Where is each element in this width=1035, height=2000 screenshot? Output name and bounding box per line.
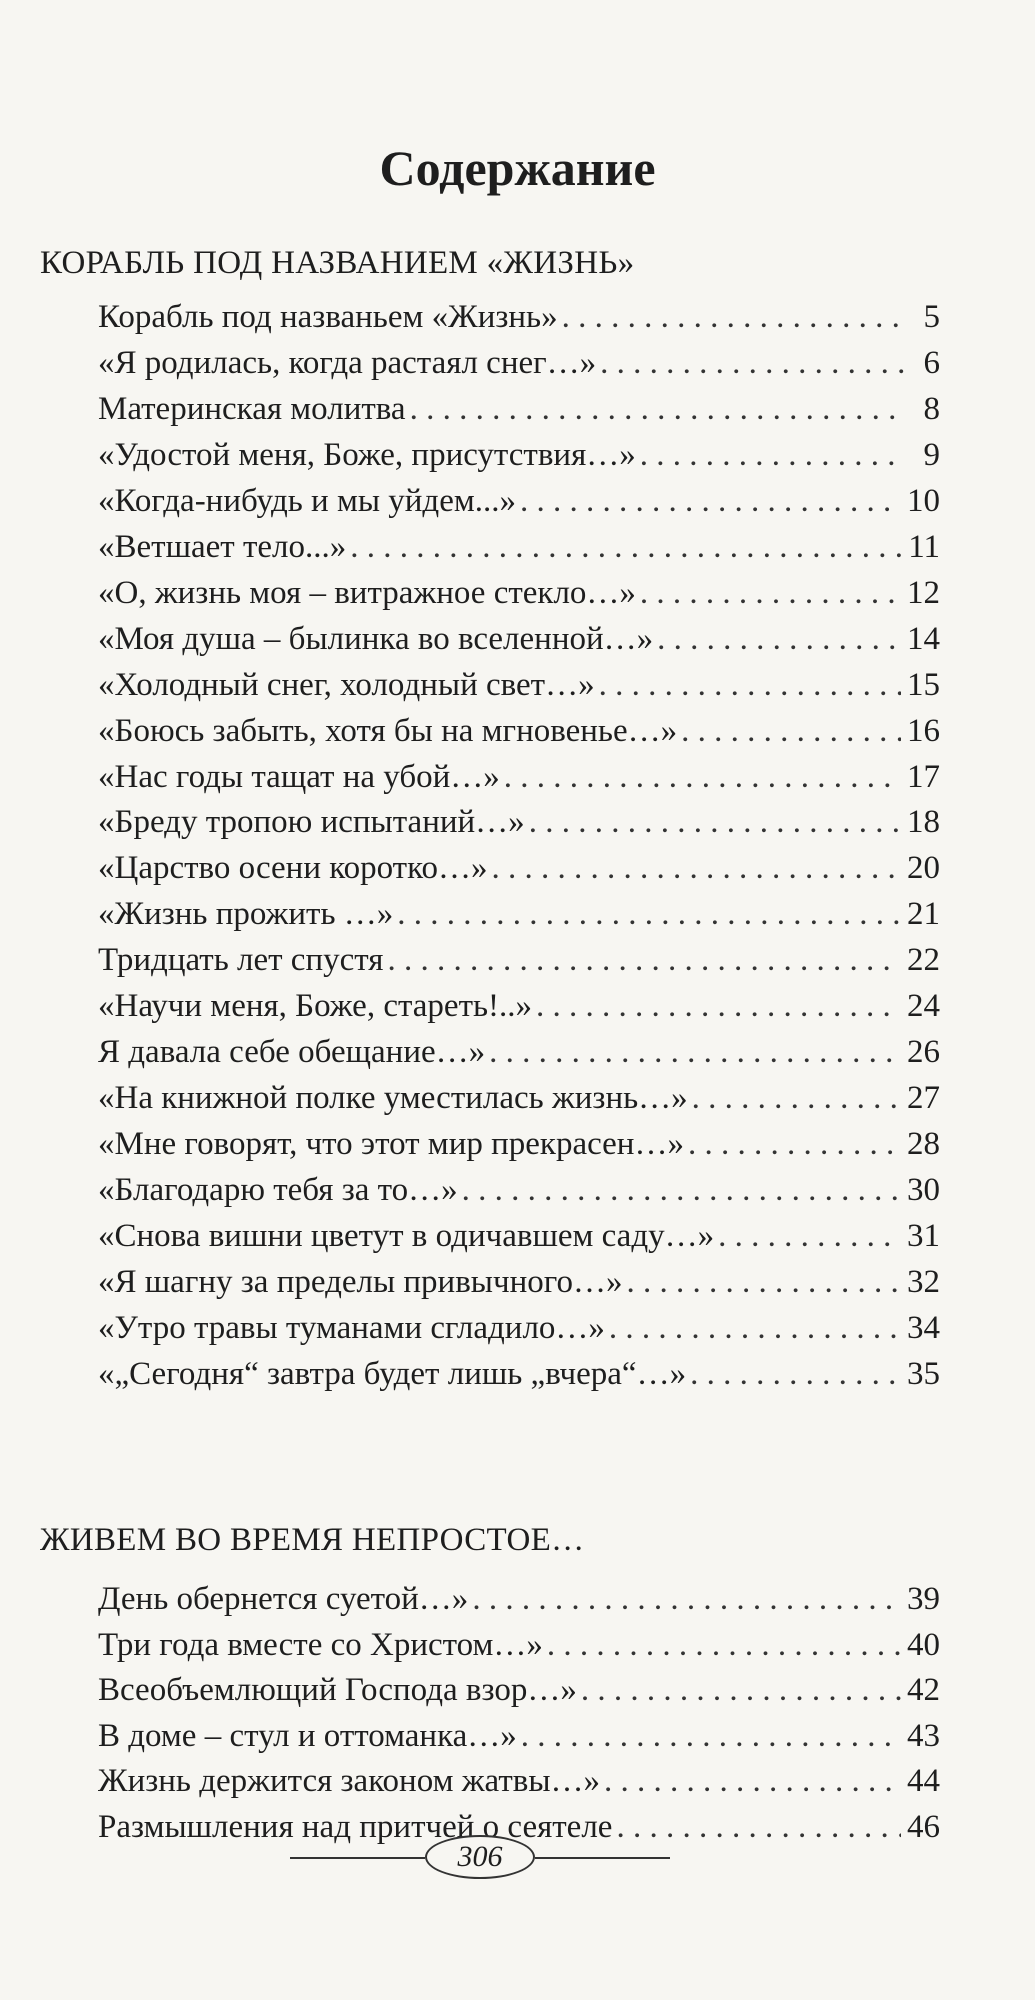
- toc-entry-page: 11: [908, 529, 940, 565]
- toc-entry-page: 30: [907, 1172, 940, 1208]
- folio-rule-right: [535, 1857, 670, 1859]
- dot-leader: [600, 343, 904, 383]
- toc-entry-title: Жизнь держится законом жатвы…»: [98, 1763, 600, 1799]
- toc-entry: [98, 435, 940, 475]
- toc-entry: [98, 1216, 940, 1256]
- dot-leader: [491, 848, 901, 888]
- dot-leader: [410, 389, 904, 429]
- toc-entry: [98, 389, 940, 429]
- toc-entry-page: 42: [907, 1672, 940, 1708]
- dot-leader: [688, 1124, 901, 1164]
- dot-leader: [599, 665, 901, 705]
- toc-entry-title: «Когда-нибудь и мы уйдем...»: [98, 483, 516, 519]
- toc-entry-page: 40: [907, 1627, 940, 1663]
- toc-entry-title: «Холодный снег, холодный свет…»: [98, 667, 595, 703]
- toc-entry-title: Я давала себе обещание…»: [98, 1034, 486, 1070]
- dot-leader: [350, 527, 902, 567]
- toc-entry-page: 12: [907, 575, 940, 611]
- page-title: Содержание: [379, 140, 656, 196]
- dot-leader: [547, 1625, 901, 1665]
- toc-entry-title: «Нас годы тащат на убой…»: [98, 759, 500, 795]
- toc-entry: [98, 527, 940, 567]
- toc-entry: [98, 1262, 940, 1302]
- toc-entry: [98, 848, 940, 888]
- toc-entry-title: «Мне говорят, что этот мир прекрасен…»: [98, 1126, 684, 1162]
- toc-entry-page: 16: [907, 713, 940, 749]
- toc-entry-page: 22: [907, 942, 940, 978]
- toc-entry-title: Всеобъемлющий Господа взор…»: [98, 1672, 577, 1708]
- toc-entry: [98, 1670, 940, 1710]
- toc-entry-title: «Благодарю тебя за то…»: [98, 1172, 458, 1208]
- toc-entry-title: «Научи меня, Боже, стареть!..»: [98, 988, 533, 1024]
- toc-entry: [98, 940, 940, 980]
- toc-entry-page: 31: [907, 1218, 940, 1254]
- dot-leader: [640, 435, 904, 475]
- toc-entry: [98, 619, 940, 659]
- toc-entry: [98, 297, 940, 337]
- page-number: 306: [425, 1835, 535, 1879]
- dot-leader: [562, 297, 904, 337]
- toc-entry-title: «Я шагну за пределы привычного…»: [98, 1264, 623, 1300]
- toc-entry-title: «Жизнь прожить …»: [98, 896, 394, 932]
- toc-entry-page: 9: [923, 437, 940, 473]
- dot-leader: [387, 940, 901, 980]
- toc-entry-title: «Бреду тропою испытаний…»: [98, 804, 525, 840]
- toc-entry-title: «Моя душа – былинка во вселенной…»: [98, 621, 654, 657]
- toc-entry-title: «О, жизнь моя – витражное стекло…»: [98, 575, 636, 611]
- toc-entry: [98, 1625, 940, 1665]
- toc-entry-title: «Боюсь забыть, хотя бы на мгновенье…»: [98, 713, 678, 749]
- toc-entry-title: «На книжной полке уместилась жизнь…»: [98, 1080, 688, 1116]
- dot-leader: [529, 802, 901, 842]
- toc-entry-page: 10: [907, 483, 940, 519]
- toc-entry-page: 14: [907, 621, 940, 657]
- toc-entry-page: 39: [907, 1581, 940, 1617]
- dot-leader: [692, 1078, 901, 1118]
- dot-leader: [690, 1354, 901, 1394]
- toc-entry-page: 17: [907, 759, 940, 795]
- dot-leader: [520, 481, 901, 521]
- toc-entry-page: 27: [907, 1080, 940, 1116]
- toc-entry-title: «Удостой меня, Боже, присутствия…»: [98, 437, 636, 473]
- dot-leader: [472, 1579, 901, 1619]
- toc-entry-page: 21: [907, 896, 940, 932]
- toc-entry-page: 6: [923, 345, 940, 381]
- toc-entry-page: 28: [907, 1126, 940, 1162]
- dot-leader: [718, 1216, 901, 1256]
- toc-entry-page: 20: [907, 850, 940, 886]
- toc-entry-title: «„Сегодня“ завтра будет лишь „вчера“…»: [98, 1356, 687, 1392]
- toc-entry-title: В доме – стул и оттоманка…»: [98, 1718, 517, 1754]
- dot-leader: [462, 1170, 901, 1210]
- dot-leader: [626, 1262, 901, 1302]
- dot-leader: [640, 573, 901, 613]
- dot-leader: [581, 1670, 901, 1710]
- toc-entry: [98, 1579, 940, 1619]
- toc-entry-title: Материнская молитва: [98, 391, 406, 427]
- toc-entry-title: «Снова вишни цветут в одичавшем саду…»: [98, 1218, 715, 1254]
- toc-entry: [98, 1078, 940, 1118]
- toc-entry-page: 18: [907, 804, 940, 840]
- toc-entry: [98, 1308, 940, 1348]
- dot-leader: [681, 711, 901, 751]
- toc-entry: [98, 481, 940, 521]
- toc-entry-title: Размышления над притчей о сеятеле: [98, 1809, 613, 1845]
- toc-entry: [98, 894, 940, 934]
- dot-leader: [657, 619, 901, 659]
- toc-entry-title: Тридцать лет спустя: [98, 942, 384, 978]
- toc-entry: [98, 573, 940, 613]
- toc-entry-title: День обернется суетой…»: [98, 1581, 469, 1617]
- toc-entry: [98, 1032, 940, 1072]
- dot-leader: [504, 757, 901, 797]
- section-heading: ЖИВЕМ ВО ВРЕМЯ НЕПРОСТОЕ…: [40, 1522, 585, 1558]
- toc-entry: [98, 802, 940, 842]
- toc-entry: [98, 343, 940, 383]
- toc-entry-title: «Царство осени коротко…»: [98, 850, 488, 886]
- toc-entry-page: 15: [907, 667, 940, 703]
- dot-leader: [536, 986, 901, 1026]
- toc-entry: [98, 711, 940, 751]
- toc-entry-page: 44: [907, 1763, 940, 1799]
- toc-entry-page: 8: [923, 391, 940, 427]
- toc-entry: [98, 665, 940, 705]
- toc-entry: [98, 1170, 940, 1210]
- folio-rule-left: [290, 1857, 425, 1859]
- toc-entry-page: 43: [907, 1718, 940, 1754]
- toc-entry-title: «Я родилась, когда растаял снег…»: [98, 345, 597, 381]
- toc-entry-page: 34: [907, 1310, 940, 1346]
- toc-entry-page: 32: [907, 1264, 940, 1300]
- dot-leader: [397, 894, 901, 934]
- dot-leader: [604, 1761, 901, 1801]
- toc-entry: [98, 1716, 940, 1756]
- toc-entry: [98, 1354, 940, 1394]
- dot-leader: [489, 1032, 901, 1072]
- toc-entry-title: «Утро травы туманами сгладило…»: [98, 1310, 605, 1346]
- page-folio: [0, 1835, 1035, 1881]
- toc-entry-page: 35: [907, 1356, 940, 1392]
- toc-entry-page: 5: [923, 299, 940, 335]
- toc-entry: [98, 1761, 940, 1801]
- toc-entry-page: 24: [907, 988, 940, 1024]
- dot-leader: [609, 1308, 901, 1348]
- toc-entry-title: Три года вместе со Христом…»: [98, 1627, 543, 1663]
- toc-entry-page: 26: [907, 1034, 940, 1070]
- toc-entry-title: «Ветшает тело...»: [98, 529, 347, 565]
- toc-entry: [98, 1124, 940, 1164]
- toc-entry: [98, 986, 940, 1026]
- toc-entry-page: 46: [907, 1809, 940, 1845]
- dot-leader: [521, 1716, 901, 1756]
- section-heading: КОРАБЛЬ ПОД НАЗВАНИЕМ «ЖИЗНЬ»: [40, 245, 635, 281]
- toc-entry: [98, 757, 940, 797]
- toc-entry-title: Корабль под названьем «Жизнь»: [98, 299, 558, 335]
